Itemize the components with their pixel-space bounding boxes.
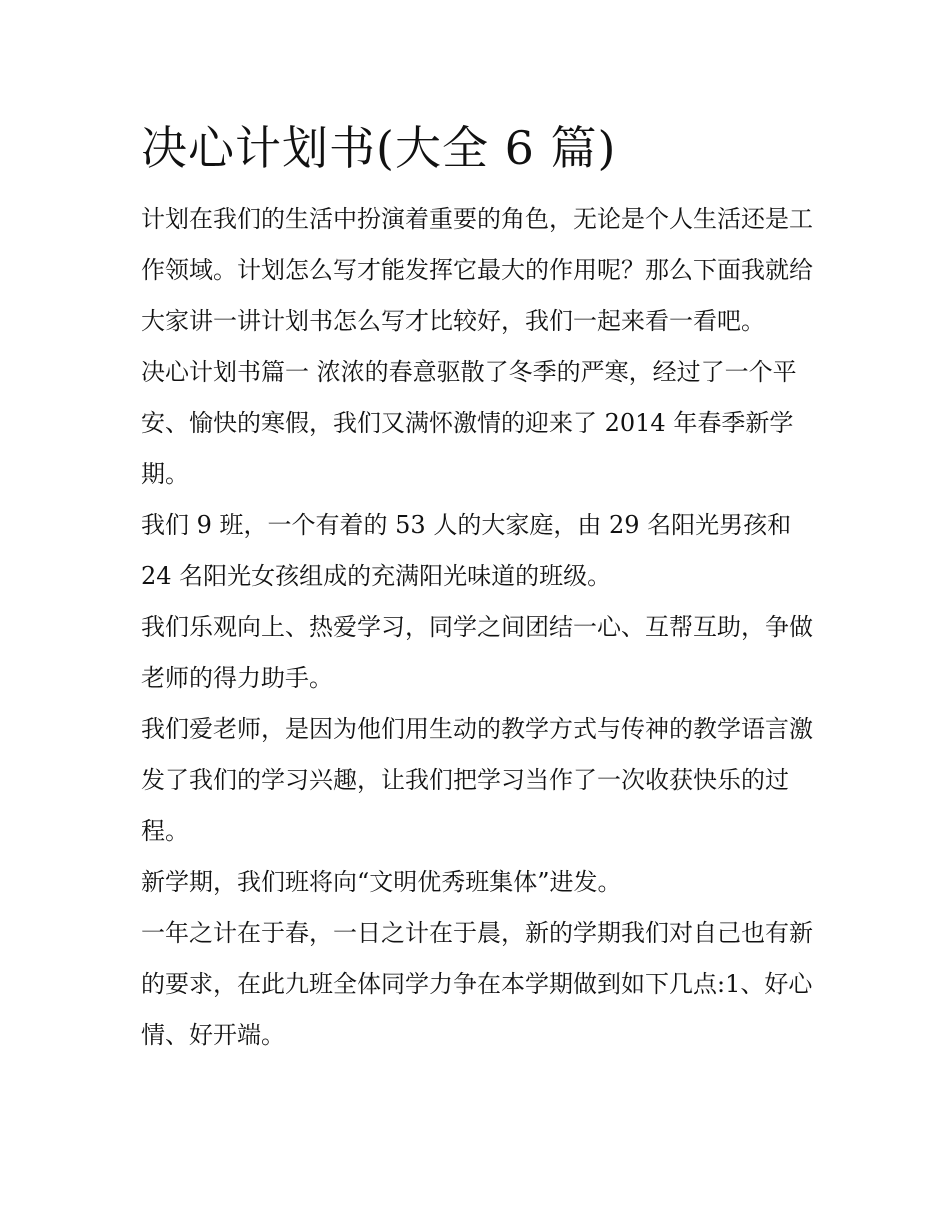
document-body — [141, 112, 813, 1061]
document-title: 决心计划书(大全 6 篇) — [141, 121, 617, 175]
paragraph-goal: 新学期，我们班将向“文明优秀班集体”进发。 — [141, 868, 622, 896]
paragraph-teachers: 我们爱老师，是因为他们用生动的教学方式与传神的教学语言激发了我们的学习兴趣，让我们把学习当作了一次收获快乐的过程。 — [141, 715, 813, 845]
paragraph-section-one: 决心计划书篇一 浓浓的春意驱散了冬季的严寒，经过了一个平安、愉快的寒假，我们又满怀激情的迎来了 2014 年春季新学期。 — [141, 358, 797, 488]
paragraph-requirements: 一年之计在于春，一日之计在于晨，新的学期我们对自己也有新的要求，在此九班全体同学力争在本学期做到如下几点:1、好心情、好开端。 — [141, 919, 813, 1049]
paragraph-attitude: 我们乐观向上、热爱学习，同学之间团结一心、互帮互助，争做老师的得力助手。 — [141, 613, 813, 692]
paragraph-class-intro: 我们 9 班，一个有着的 53 人的大家庭，由 29 名阳光男孩和 24 名阳光女孩组成的充满阳光味道的班级。 — [141, 511, 792, 590]
paragraph-intro: 计划在我们的生活中扮演着重要的角色，无论是个人生活还是工作领域。计划怎么写才能发挥它最大的作用呢？那么下面我就给大家讲一讲计划书怎么写才比较好，我们一起来看一看吧。 — [141, 205, 813, 335]
